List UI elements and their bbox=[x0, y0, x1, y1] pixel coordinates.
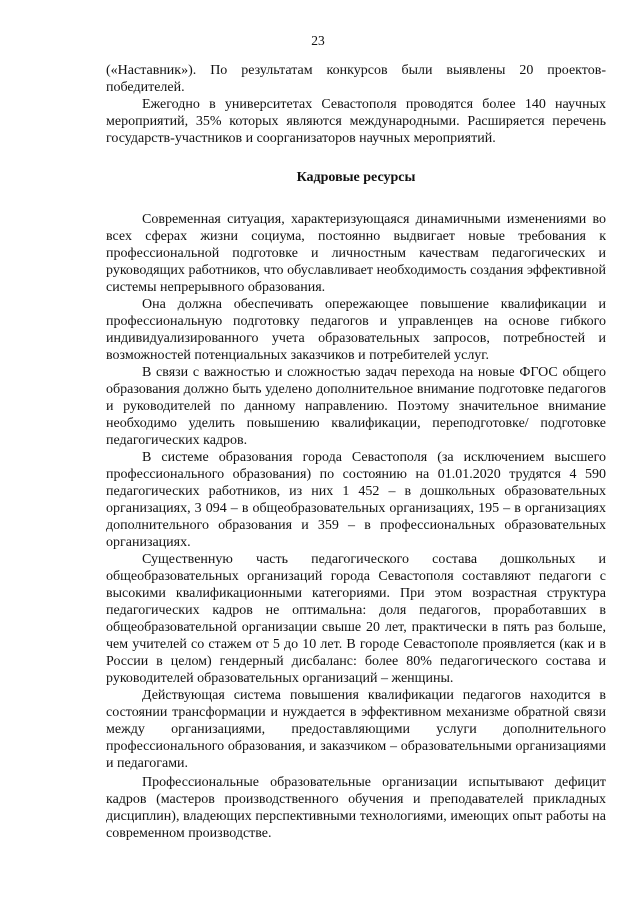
paragraph-qualification-system: Действующая система повышения квалификации педагогов находится в состоянии трансформации и нуждается в эффективном механизме обратной связи между организациями, предоставляющими услуги дополнительного профессионального образования, и заказчиком – образовательными организациями и педагогами. bbox=[106, 688, 606, 771]
paragraph-staff-structure: Существенную часть педагогического состава дошкольных и общеобразовательных организаций города Севастополя составляют педагоги с высокими квалификационными категориями. При этом возрастная структура педагогических кадров не оптимальна: доля педагогов, проработавших в общеобразовательной организации свыше 20 лет, практически в пять раз больше, чем учителей со стажем от 5 до 10 лет. В городе Севастополе проявляется (как и в России в целом) гендерный дисбаланс: более 80% педагогического состава и руководителей образовательных организаций – женщины. bbox=[106, 552, 606, 686]
paragraph-research-events: Ежегодно в университетах Севастополя проводятся более 140 научных мероприятий, 35% которых являются международными. Расширяется перечень государств-участников и соорганизаторов научных мероприятий. bbox=[106, 97, 606, 146]
paragraph-continuation: («Наставник»). По результатам конкурсов были выявлены 20 проектов-победителей. bbox=[106, 63, 606, 95]
paragraph-staff-statistics: В системе образования города Севастополя (за исключением высшего профессионального образования) по состоянию на 01.01.2020 трудятся 4 590 педагогических работников, из них 1 452 – в дошкольных образовательных организациях, 3 094 – в общеобразовательных организациях, 195 – в организациях дополнительного образования и 359 – в профессиональных образовательных организациях. bbox=[106, 450, 606, 550]
page-number: 23 bbox=[311, 33, 325, 48]
paragraph-advanced-training: Она должна обеспечивать опережающее повышение квалификации и профессиональную подготовку педагогов и управленцев на основе гибкого индивидуализированного учета образовательных запросов, потребностей и возможностей потенциальных заказчиков и потребителей услуг. bbox=[106, 297, 606, 363]
section-heading: Кадровые ресурсы bbox=[296, 170, 416, 185]
page-body bbox=[106, 62, 606, 842]
paragraph-fgos-transition: В связи с важностью и сложностью задач перехода на новые ФГОС общего образования должно быть уделено дополнительное внимание подготовке педагогов и руководителей по данному направлению. Поэтому значительное внимание необходимо уделить повышению квалификации, переподготовке/ подготовке педагогических кадров. bbox=[106, 365, 606, 448]
paragraph-staff-deficit: Профессиональные образовательные организации испытывают дефицит кадров (мастеров производственного обучения и преподавателей прикладных дисциплин), владеющих перспективными технологиями, имеющих опыт работы на современном производстве. bbox=[106, 775, 606, 841]
paragraph-modern-situation: Современная ситуация, характеризующаяся динамичными изменениями во всех сферах жизни социума, постоянно выдвигает новые требования к профессиональной подготовке и личностным качествам педагогических и руководящих работников, что обуславливает необходимость создания эффективной системы непрерывного образования. bbox=[106, 212, 606, 295]
